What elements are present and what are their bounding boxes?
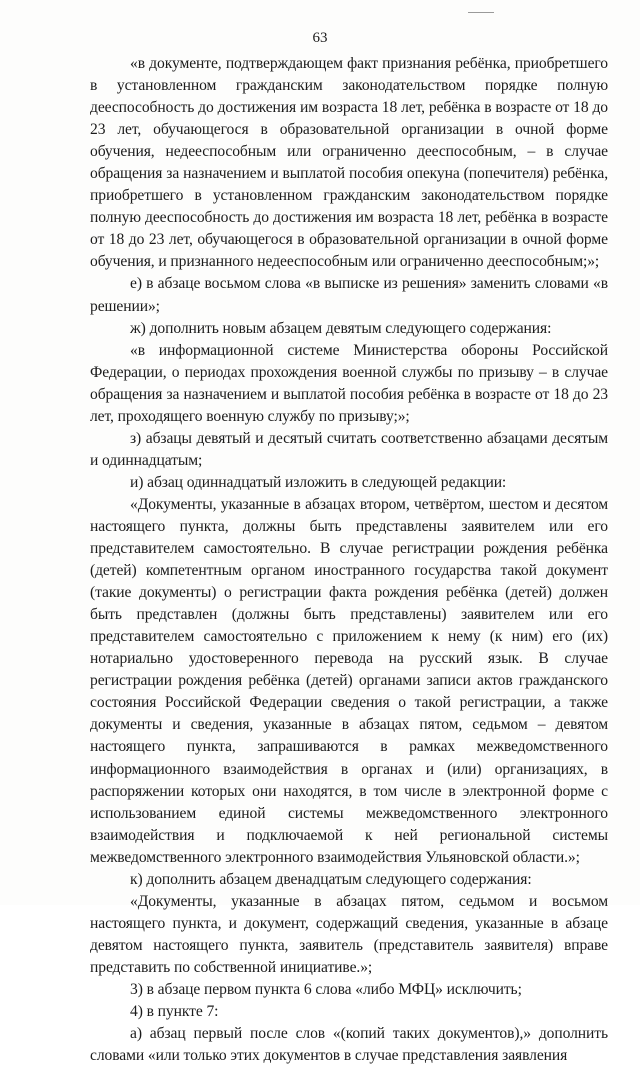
paragraph-item-zh: ж) дополнить новым абзацем девятым следующего содержания: bbox=[130, 319, 552, 337]
paragraph-quote-documents: «Документы, указанные в абзацах втором, четвёртом, шестом и десятом настоящего пункта, должны быть представлены заявителем или его представителем самостоятельно. В случае регистрации рождения ребёнка (детей) компетентным органом иностранного государства такой документ (такие документы) о регистрации факта рождения ребёнка (детей) должен быть представлен (должны быть представлены) заявителем или его представителем самостоятельно с приложением к нему (к ним) его (их) нотариально удостоверенного перевода на русский язык. В случае регистрации рождения ребёнка (детей) органами записи актов гражданского состояния Российской Федерации сведения о такой регистрации, а также документы и сведения, указанные в абзацах пятом, седьмом – девятом настоящего пункта, запрашиваются в рамках межведомственного информационного взаимодействия в органах и (или) организациях, в распоряжении которых они находятся, в том числе в электронной форме с использованием единой системы межведомственного электронного взаимодействия и подключаемой к ней региональной системы межведомственного электронного взаимодействия Ульяновской области.»; bbox=[90, 495, 608, 866]
paragraph-quote-initiative: «Документы, указанные в абзацах пятом, седьмом и восьмом настоящего пункта, и документ, содержащий сведения, указанные в абзаце девятом настоящего пункта, заявитель (представитель заявителя) вправе представить по собственной инициативе.»; bbox=[90, 892, 608, 976]
scan-artifact bbox=[468, 12, 494, 13]
paragraph-item-4: 4) в пункте 7: bbox=[130, 1003, 219, 1021]
document-body bbox=[90, 53, 608, 1067]
paragraph-item-3: 3) в абзаце первом пункта 6 слова «либо МФЦ» исключить; bbox=[130, 980, 522, 998]
page-number: 63 bbox=[312, 30, 328, 46]
paragraph-item-z: з) абзацы девятый и десятый считать соответственно абзацами десятым и одиннадцатым; bbox=[90, 429, 608, 469]
paragraph-item-k: к) дополнить абзацем двенадцатым следующего содержания: bbox=[130, 870, 532, 888]
paragraph-item-e: е) в абзаце восьмом слова «в выписке из решения» заменить словами «в решении»; bbox=[90, 275, 608, 315]
paragraph-quote-guardian: «в документе, подтверждающем факт признания ребёнка, приобретшего в установленном гражданским законодательством порядке полную дееспособность до достижения им возраста 18 лет, ребёнка в возрасте от 18 до 23 лет, обучающегося в образовательной организации в очной форме обучения, недееспособным или ограниченно дееспособным, – в случае обращения за назначением и выплатой пособия опекуна (попечителя) ребёнка, приобретшего в установленном гражданским законодательством порядке полную дееспособность до достижения им возраста 18 лет, ребёнка в возрасте от 18 до 23 лет, обучающегося в образовательной организации в очной форме обучения, и признанного недееспособным или ограниченно дееспособным;»; bbox=[90, 55, 608, 271]
paragraph-item-i: и) абзац одиннадцатый изложить в следующей редакции: bbox=[130, 473, 507, 491]
paragraph-quote-military: «в информационной системе Министерства обороны Российской Федерации, о периодах прохождения военной службы по призыву – в случае обращения за назначением и выплатой пособия ребёнка в возрасте от 18 до 23 лет, проходящего военную службу по призыву;»; bbox=[90, 341, 608, 425]
paragraph-item-a: а) абзац первый после слов «(копий таких документов),» дополнить словами «или только этих документов в случае представления заявления bbox=[90, 1025, 608, 1065]
